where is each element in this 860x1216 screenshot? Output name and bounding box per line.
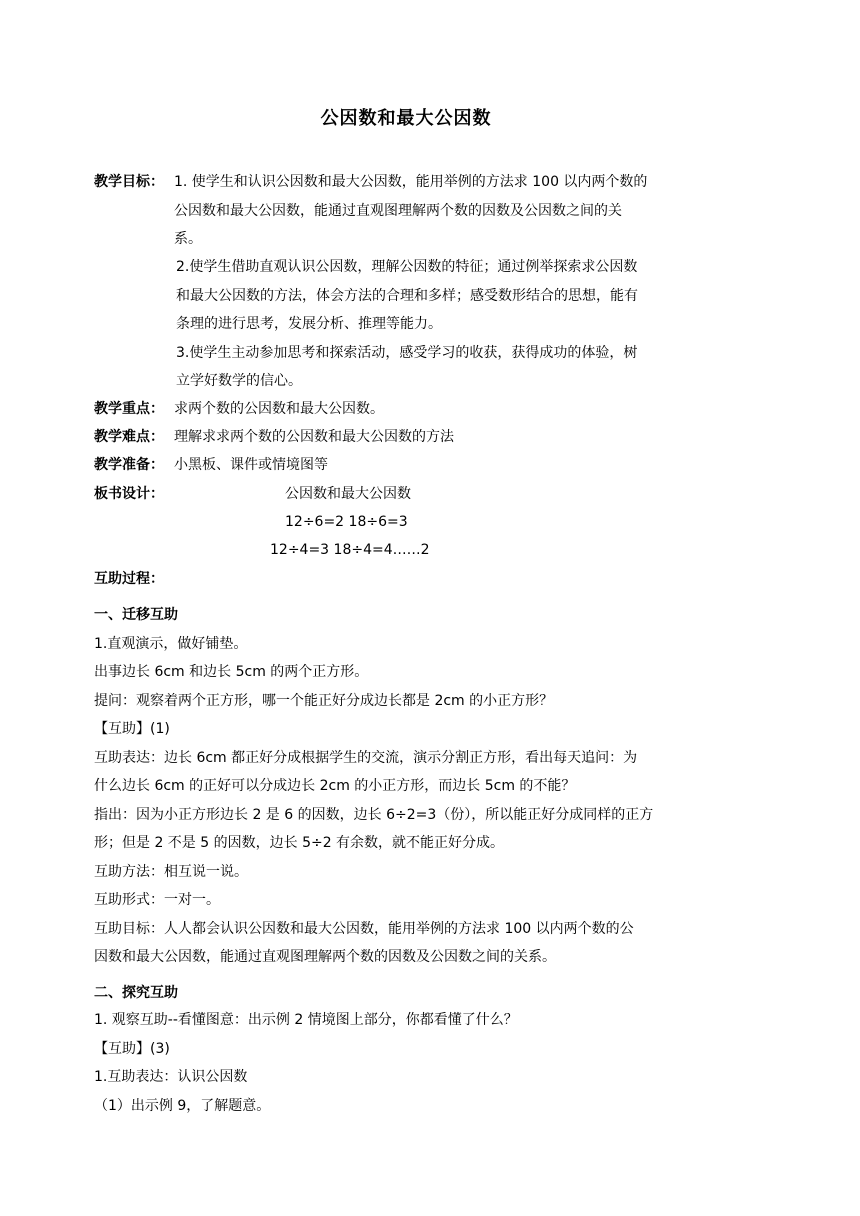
difficulty-text: 理解求求两个数的公因数和最大公因数的方法 bbox=[174, 429, 454, 445]
paragraph-line: 什么边长 6cm 的正好可以分成边长 2cm 的小正方形，而边长 5cm 的不能？ bbox=[94, 778, 576, 794]
board-equation-line: 12÷6=2 18÷6=3 bbox=[285, 514, 408, 530]
paragraph-line: 出事边长 6cm 和边长 5cm 的两个正方形。 bbox=[94, 664, 369, 680]
process-label: 互助过程： bbox=[94, 571, 164, 587]
objective-line: 和最大公因数的方法，体会方法的合理和多样；感受数形结合的思想，能有 bbox=[176, 288, 638, 304]
objective-line: 条理的进行思考，发展分析、推理等能力。 bbox=[176, 316, 442, 332]
paragraph-line: 提问：观察着两个正方形，哪一个能正好分成边长都是 2cm 的小正方形？ bbox=[94, 693, 554, 709]
paragraph-line: 因数和最大公因数，能通过直观图理解两个数的因数及公因数之间的关系。 bbox=[94, 949, 556, 965]
paragraph-line: 形；但是 2 不是 5 的因数，边长 5÷2 有余数，就不能正好分成。 bbox=[94, 835, 505, 851]
board-label: 板书设计： bbox=[94, 486, 164, 502]
page-title: 公因数和最大公因数 bbox=[320, 108, 492, 129]
key-point-text: 求两个数的公因数和最大公因数。 bbox=[174, 401, 384, 417]
board-equation-line: 12÷4=3 18÷4=4……2 bbox=[270, 542, 430, 558]
section-heading: 一、迁移互助 bbox=[94, 607, 178, 623]
difficulty-label: 教学难点： bbox=[94, 429, 164, 445]
paragraph-line: 互助方法：相互说一说。 bbox=[94, 864, 248, 880]
objectives-label: 教学目标： bbox=[94, 174, 164, 190]
paragraph-line: 【互助】(3) bbox=[94, 1041, 170, 1057]
paragraph-line: 互助目标：人人都会认识公因数和最大公因数，能用举例的方法求 100 以内两个数的公 bbox=[94, 921, 634, 937]
paragraph-line: 1.直观演示，做好铺垫。 bbox=[94, 636, 248, 652]
objective-line: 立学好数学的信心。 bbox=[176, 373, 302, 389]
preparation-text: 小黑板、课件或情境图等 bbox=[174, 457, 328, 473]
paragraph-line: 互助表达：边长 6cm 都正好分成根据学生的交流，演示分割正方形，看出每天追问：为 bbox=[94, 750, 638, 766]
objective-line: 系。 bbox=[174, 231, 202, 247]
key-point-label: 教学重点： bbox=[94, 401, 164, 417]
objective-line: 2.使学生借助直观认识公因数，理解公因数的特征；通过例举探索求公因数 bbox=[176, 259, 638, 275]
board-title: 公因数和最大公因数 bbox=[285, 486, 411, 502]
paragraph-line: （1）出示例 9，了解题意。 bbox=[94, 1098, 271, 1114]
objective-line: 公因数和最大公因数，能通过直观图理解两个数的因数及公因数之间的关 bbox=[174, 203, 622, 219]
section-heading: 二、探究互助 bbox=[94, 985, 178, 1001]
paragraph-line: 1. 观察互助--看懂图意：出示例 2 情境图上部分，你都看懂了什么？ bbox=[94, 1012, 518, 1028]
paragraph-line: 互助形式：一对一。 bbox=[94, 892, 220, 908]
paragraph-line: 指出：因为小正方形边长 2 是 6 的因数，边长 6÷2=3（份），所以能正好分成同样的正方 bbox=[94, 807, 654, 823]
objective-line: 3.使学生主动参加思考和探索活动，感受学习的收获，获得成功的体验，树 bbox=[176, 345, 638, 361]
paragraph-line: 【互助】(1) bbox=[94, 721, 170, 737]
paragraph-line: 1.互助表达：认识公因数 bbox=[94, 1069, 248, 1085]
preparation-label: 教学准备： bbox=[94, 457, 164, 473]
objective-line: 1. 使学生和认识公因数和最大公因数，能用举例的方法求 100 以内两个数的 bbox=[174, 174, 648, 190]
